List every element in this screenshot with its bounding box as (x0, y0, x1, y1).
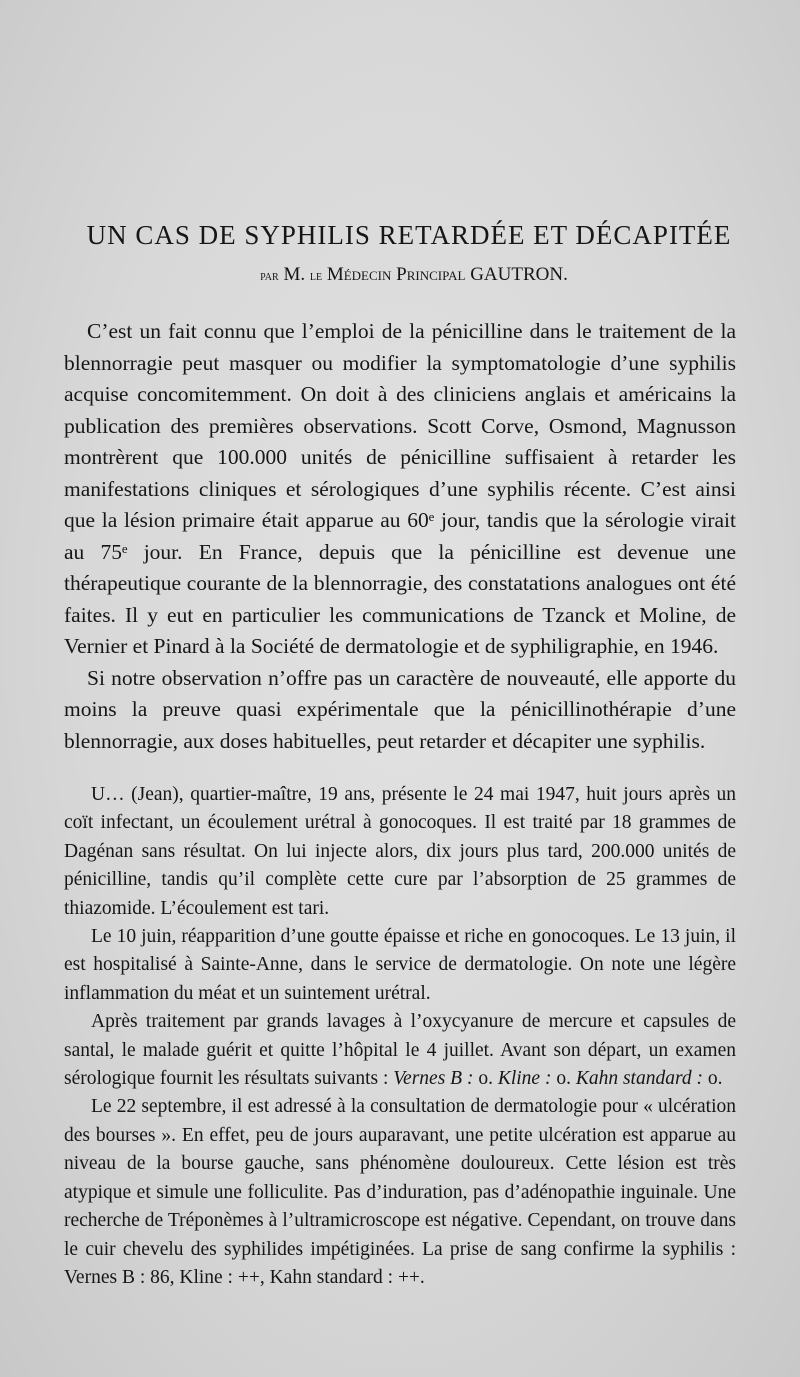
case-p3-text-c: o. (551, 1068, 576, 1090)
intro-paragraph-2: Si notre observation n’offre pas un caractère de nouveauté, elle apporte du moins la preuve quasi expérimentale que la pénicillinothérapie d’une blennorragie, aux doses habituelles, peut retarder et décapiter une syphilis. (64, 665, 736, 753)
case-paragraph-1: U… (Jean), quartier-maître, 19 ans, présente le 24 mai 1947, huit jours après un coït infectant, un écoulement urétral à gonocoques. Il est traité par 18 grammes de Dagénan sans résultat. On lui injecte alors, dix jours plus tard, 200.000 unités de pénicilline, tandis qu’il complète cette cure par l’absorption de 25 grammes de thiazomide. L’écoulement est tari. (64, 784, 736, 919)
author-byline (64, 262, 736, 290)
author-name: GAUTRON. (470, 264, 568, 285)
byline-m: M. (283, 264, 306, 285)
case-paragraph-3 (64, 1008, 736, 1093)
intro-paragraph-1: C’est un fait connu que l’emploi de la pénicilline dans le traitement de la blennorragie peut masquer ou modifier la symptomatologie d’une syphilis acquise concomitemment. On doit à des cliniciens anglais et américains la publication des premières observations. Scott Corve, Osmond, Magnusson montrèrent que 100.000 unités de pénicilline suffisaient à retarder les manifestations cliniques et sérologiques d’une syphilis récente. C’est ainsi que la lésion primaire était apparue au 60ᵉ jour, tandis que la sérologie virait au 75ᵉ jour. En France, depuis que la pénicilline est devenue une thérapeutique courante de la blennorragie, des constatations analogues ont été faites. Il y eut en particulier les communications de Tzanck et Moline, de Vernier et Pinard à la Société de dermatologie et de syphiligraphie, en 1946. (64, 319, 736, 658)
byline-medecin: Médecin (326, 264, 392, 285)
byline-par: par (260, 269, 279, 284)
introduction (64, 316, 736, 757)
article-title: UN CAS DE SYPHILIS RETARDÉE ET DÉCAPITÉE (86, 220, 732, 250)
case-p3-text-d: o. (702, 1068, 723, 1090)
kahn-label: Kahn standard : (575, 1068, 703, 1090)
byline-principal: Principal (396, 264, 466, 285)
case-p3-text-a: Après traitement par grands lavages à l’oxycyanure de mercure et capsules de santal, le malade guérit et quitte l’hôpital le 4 juillet. Avant son départ, un examen sérologique fournit les résultats suivants : (64, 1011, 736, 1090)
byline-le: le (309, 269, 323, 284)
case-p3-text-b: o. (473, 1068, 498, 1090)
vernes-label: Vernes B : (393, 1068, 474, 1090)
kline-label: Kline : (497, 1068, 552, 1090)
case-paragraph-4: Le 22 septembre, il est adressé à la consultation de dermatologie pour « ulcération des bourses ». En effet, peu de jours auparavant, une petite ulcération est apparue au niveau de la bourse gauche, sans phénomène douloureux. Cette lésion est très atypique et simule une folliculite. Pas d’induration, pas d’adénopathie inguinale. Une recherche de Tréponèmes à l’ultramicroscope est négative. Cependant, on trouve dans le cuir chevelu des syphilides impétiginées. La prise de sang confirme la syphilis : Vernes B : 86, Kline : ++, Kahn standard : ++. (64, 1096, 736, 1288)
case-paragraph-2: Le 10 juin, réapparition d’une goutte épaisse et riche en gonocoques. Le 13 juin, il est hospitalisé à Sainte-Anne, dans le service de dermatologie. On note une légère inflammation du méat et un suintement urétral. (64, 926, 736, 1004)
article-body (64, 218, 736, 1292)
case-report (64, 781, 736, 1292)
